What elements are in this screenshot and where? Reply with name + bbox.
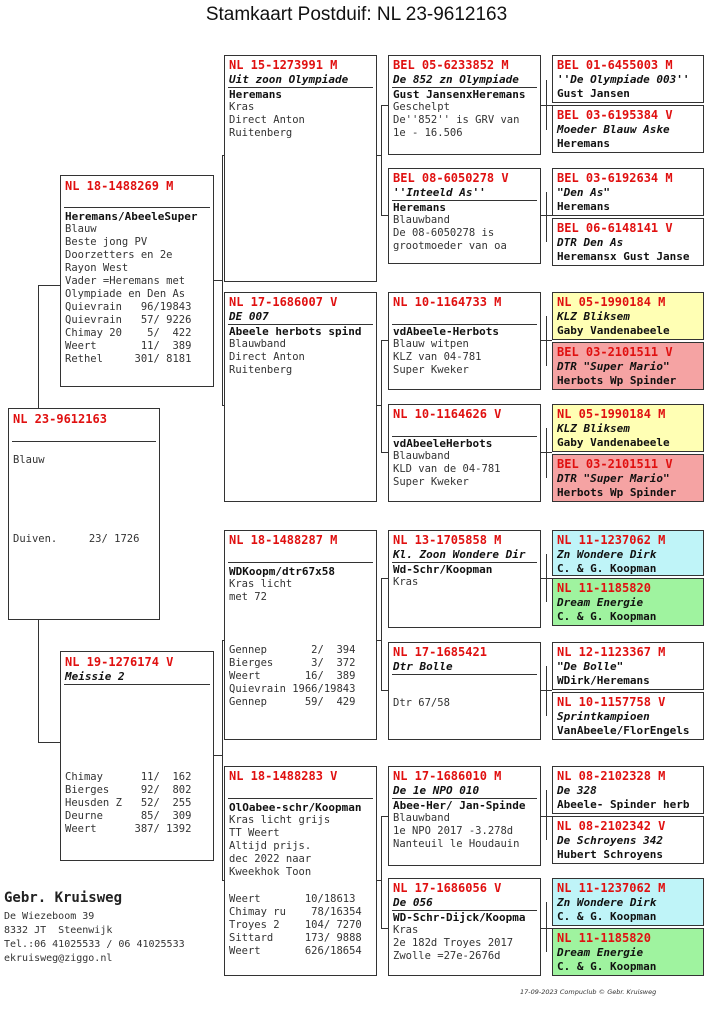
fmm-ring: NL 10-1164626 V <box>393 407 502 421</box>
fmm-lines <box>389 450 540 489</box>
detail-line: Olympiade en Den As <box>65 288 186 300</box>
detail-line: TT Weert <box>229 827 280 839</box>
connector-line <box>546 554 547 602</box>
great-grandparent-card <box>552 105 704 153</box>
detail-line: Direct Anton <box>229 351 305 363</box>
detail-line: Gennep 2/ 394 <box>229 644 356 656</box>
gg-name: Dream Energie <box>557 946 644 959</box>
great-grandparent-card <box>552 928 704 976</box>
detail-line: Super Kweker <box>393 476 469 488</box>
gg-ring: NL 11-1237062 M <box>557 533 666 547</box>
loft-email: ekruisweg@ziggo.nl <box>4 953 113 964</box>
great-grandparent-card <box>552 766 704 814</box>
connector-line <box>546 316 547 366</box>
subject-results: Duiven. 23/ 1726 <box>13 533 140 545</box>
mmf-card <box>388 766 541 866</box>
mm-card <box>224 766 377 976</box>
connector-line <box>381 105 382 215</box>
ffm-owner: Heremans <box>393 201 446 214</box>
gg-ring: NL 05-1990184 M <box>557 407 666 421</box>
fm-name: DE 007 <box>229 310 269 323</box>
connector-line <box>546 666 547 716</box>
loft-name: Gebr. Kruisweg <box>4 890 123 906</box>
mmf-name: De 1e NPO 010 <box>393 784 480 797</box>
subject-card <box>8 408 160 620</box>
father-owner: Heremans/AbeeleSuper <box>65 210 198 223</box>
fm-card <box>224 292 377 502</box>
connector-line <box>546 790 547 840</box>
detail-line: Vader =Heremans met <box>65 275 186 287</box>
gg-owner: Gaby Vandenabeele <box>557 324 670 337</box>
detail-line: 2e 182d Troyes 2017 <box>393 937 514 949</box>
mfm-name: Dtr Bolle <box>393 660 453 673</box>
detail-line: Direct Anton <box>229 114 305 126</box>
great-grandparent-card <box>552 578 704 626</box>
fff-ring: BEL 05-6233852 M <box>393 58 509 72</box>
detail-line: Altijd prijs. <box>229 840 312 852</box>
mmf-ring: NL 17-1686010 M <box>393 769 502 783</box>
detail-line: De''852'' is GRV van <box>393 114 520 126</box>
gg-owner: Heremans <box>557 200 610 213</box>
gg-ring: BEL 03-2101511 V <box>557 345 673 359</box>
detail-line: Blauw <box>65 223 97 235</box>
connector-line <box>222 155 223 405</box>
loft-info <box>4 890 185 966</box>
gg-ring: NL 11-1185820 <box>557 931 651 945</box>
father-ring: NL 18-1488269 M <box>65 179 174 193</box>
connector-line <box>222 640 223 880</box>
connector-line <box>38 285 39 408</box>
gg-owner: Hubert Schroyens <box>557 848 663 861</box>
connector-line <box>381 452 388 453</box>
mm-ring: NL 18-1488283 V <box>229 769 338 783</box>
detail-line: Rethel 301/ 8181 <box>65 353 192 365</box>
gg-name: De 328 <box>557 784 597 797</box>
gg-owner: Gaby Vandenabeele <box>557 436 670 449</box>
great-grandparent-card <box>552 168 704 216</box>
fff-lines <box>389 101 540 140</box>
mmm-lines <box>389 924 540 963</box>
detail-line: Rayon West <box>65 262 129 274</box>
mfm-lines <box>389 697 540 710</box>
detail-line: Weert 11/ 389 <box>65 340 192 352</box>
mother-ring: NL 19-1276174 V <box>65 655 174 669</box>
gg-owner: C. & G. Koopman <box>557 910 657 923</box>
great-grandparent-card <box>552 692 704 740</box>
detail-line: Chimay 20 5/ 422 <box>65 327 192 339</box>
great-grandparent-card <box>552 55 704 103</box>
gg-owner: Herbots Wp Spinder <box>557 374 677 387</box>
gg-name: DTR "Super Mario" <box>557 472 670 485</box>
mfm-ring: NL 17-1685421 <box>393 645 487 659</box>
gg-owner: VanAbeele/FlorEngels <box>557 724 690 737</box>
ff-name: Uit zoon Olympiade <box>229 73 349 86</box>
detail-line: 1e - 16.506 <box>393 127 463 139</box>
detail-line: Quievrain 57/ 9226 <box>65 314 192 326</box>
mm-lines <box>225 814 376 879</box>
loft-phone: Tel.:06 41025533 / 06 41025533 <box>4 939 185 950</box>
mm-results <box>225 893 376 958</box>
father-card <box>60 175 214 387</box>
detail-line: Nanteuil le Houdauin <box>393 838 520 850</box>
loft-street: De Wiezeboom 39 <box>4 911 95 922</box>
detail-line: Super Kweker <box>393 364 469 376</box>
gg-name: Sprintkampioen <box>557 710 650 723</box>
mother-lines <box>61 771 213 836</box>
ffm-lines <box>389 214 540 253</box>
connector-line <box>381 690 388 691</box>
detail-line: Beste jong PV <box>65 236 148 248</box>
gg-name: Dream Energie <box>557 596 644 609</box>
fff-name: De 852 zn Olympiade <box>393 73 519 86</box>
connector-line <box>381 578 382 690</box>
detail-line: Weert 626/18654 <box>229 945 362 957</box>
detail-line: Blauwband <box>393 450 450 462</box>
connector-line <box>38 285 60 286</box>
detail-line: Quievrain 96/19843 <box>65 301 192 313</box>
connector-line <box>381 105 388 106</box>
gg-name: KLZ Bliksem <box>557 422 630 435</box>
detail-line: met 72 <box>229 591 267 603</box>
connector-line <box>381 816 388 817</box>
mmf-lines <box>389 812 540 851</box>
detail-line: KLD van de 04-781 <box>393 463 501 475</box>
detail-line: Kras licht <box>229 578 293 590</box>
connector-line <box>546 428 547 478</box>
gg-name: DTR "Super Mario" <box>557 360 670 373</box>
fmf-ring: NL 10-1164733 M <box>393 295 502 309</box>
gg-name: Zn Wondere Dirk <box>557 896 657 909</box>
ffm-name: ''Inteeld As'' <box>393 186 486 199</box>
mother-name: Meissie 2 <box>65 670 125 683</box>
gg-ring: BEL 06-6148141 V <box>557 221 673 235</box>
mff-owner: Wd-Schr/Koopman <box>393 563 493 576</box>
fff-card <box>388 55 541 155</box>
gg-owner: Heremans <box>557 137 610 150</box>
detail-line: Heusden Z 52/ 255 <box>65 797 192 809</box>
detail-line: Kweekhok Toon <box>229 866 312 878</box>
great-grandparent-card <box>552 342 704 390</box>
great-grandparent-card <box>552 878 704 926</box>
connector-line <box>38 742 60 743</box>
mf-card <box>224 530 377 740</box>
great-grandparent-card <box>552 292 704 340</box>
mm-owner: OlOabee-schr/Koopman <box>229 801 362 814</box>
fff-owner: Gust JansenxHeremans <box>393 88 526 101</box>
detail-line: Bierges 3/ 372 <box>229 657 356 669</box>
loft-city: 8332 JT Steenwijk <box>4 925 113 936</box>
connector-line <box>546 80 547 130</box>
fm-ring: NL 17-1686007 V <box>229 295 338 309</box>
detail-line: Chimay ru 78/16354 <box>229 906 362 918</box>
detail-line: Kras <box>229 101 255 113</box>
detail-line: Dtr 67/58 <box>393 697 450 709</box>
gg-ring: BEL 03-6192634 M <box>557 171 673 185</box>
fmm-owner: vdAbeeleHerbots <box>393 437 493 450</box>
detail-line: Blauwband <box>393 812 450 824</box>
connector-line <box>381 928 388 929</box>
great-grandparent-card <box>552 530 704 576</box>
detail-line: Kras <box>393 576 419 588</box>
detail-line: 1e NPO 2017 -3.278d <box>393 825 514 837</box>
gg-name: KLZ Bliksem <box>557 310 630 323</box>
mmm-ring: NL 17-1686056 V <box>393 881 502 895</box>
connector-line <box>381 578 388 579</box>
connector-line <box>381 816 382 928</box>
father-lines <box>61 223 213 366</box>
ffm-ring: BEL 08-6050278 V <box>393 171 509 185</box>
mff-name: Kl. Zoon Wondere Dir <box>393 548 526 561</box>
mff-ring: NL 13-1705858 M <box>393 533 502 547</box>
fm-lines <box>225 338 376 377</box>
connector-line <box>381 340 388 341</box>
gg-ring: NL 11-1237062 M <box>557 881 666 895</box>
great-grandparent-card <box>552 218 704 266</box>
ffm-card <box>388 168 541 264</box>
mmm-owner: WD-Schr-Dijck/Koopma <box>393 911 526 924</box>
detail-line: Geschelpt <box>393 101 450 113</box>
detail-line: Weert 16/ 389 <box>229 670 356 682</box>
gg-owner: C. & G. Koopman <box>557 562 657 575</box>
great-grandparent-card <box>552 816 704 864</box>
print-stamp: 17-09-2023 Compuclub © Gebr. Kruisweg <box>520 988 657 996</box>
mother-card <box>60 651 214 861</box>
gg-owner: Herbots Wp Spinder <box>557 486 677 499</box>
mmf-owner: Abee-Her/ Jan-Spinde <box>393 799 526 812</box>
subject-color: Blauw <box>13 454 45 466</box>
detail-line: Deurne 85/ 309 <box>65 810 192 822</box>
gg-ring: BEL 01-6455003 M <box>557 58 673 72</box>
detail-line: Weert 387/ 1392 <box>65 823 192 835</box>
gg-owner: WDirk/Heremans <box>557 674 650 687</box>
ff-owner: Heremans <box>229 88 282 101</box>
mmm-card <box>388 878 541 976</box>
mf-results <box>225 644 376 709</box>
mf-owner: WDKoopm/dtr67x58 <box>229 565 335 578</box>
mf-ring: NL 18-1488287 M <box>229 533 338 547</box>
detail-line: Sittard 173/ 9888 <box>229 932 362 944</box>
gg-ring: BEL 03-2101511 V <box>557 457 673 471</box>
detail-line: grootmoeder van oa <box>393 240 507 252</box>
detail-line: Ruitenberg <box>229 127 293 139</box>
gg-name: "Den As" <box>557 186 610 199</box>
gg-name: Zn Wondere Dirk <box>557 548 657 561</box>
connector-line <box>214 280 222 281</box>
detail-line: Weert 10/18613 <box>229 893 356 905</box>
detail-line: Blauwband <box>229 338 286 350</box>
gg-name: ''De Olympiade 003'' <box>557 73 690 86</box>
connector-line <box>38 620 39 742</box>
detail-line: Ruitenberg <box>229 364 293 376</box>
mmm-name: De 056 <box>393 896 433 909</box>
detail-line: Gennep 59/ 429 <box>229 696 356 708</box>
gg-owner: C. & G. Koopman <box>557 960 657 973</box>
gg-ring: NL 10-1157758 V <box>557 695 666 709</box>
connector-line <box>214 755 222 756</box>
gg-owner: C. & G. Koopman <box>557 610 657 623</box>
gg-ring: NL 12-1123367 M <box>557 645 666 659</box>
great-grandparent-card <box>552 642 704 690</box>
great-grandparent-card <box>552 404 704 452</box>
ff-card <box>224 55 377 282</box>
subject-ring: NL 23-9612163 <box>13 412 107 426</box>
detail-line: KLZ van 04-781 <box>393 351 482 363</box>
detail-line: Zwolle =27e-2676d <box>393 950 501 962</box>
gg-name: "De Bolle" <box>557 660 624 673</box>
connector-line <box>546 192 547 242</box>
fmm-card <box>388 404 541 502</box>
ff-lines <box>225 101 376 140</box>
detail-line: Bierges 92/ 802 <box>65 784 192 796</box>
fmf-owner: vdAbeele-Herbots <box>393 325 499 338</box>
gg-ring: BEL 03-6195384 V <box>557 108 673 122</box>
gg-owner: Heremansx Gust Janse <box>557 250 690 263</box>
detail-line: Troyes 2 104/ 7270 <box>229 919 362 931</box>
detail-line: Quievrain 1966/19843 <box>229 683 356 695</box>
gg-name: De Schroyens 342 <box>557 834 663 847</box>
fmf-lines <box>389 338 540 377</box>
great-grandparent-card <box>552 454 704 502</box>
detail-line: Chimay 11/ 162 <box>65 771 192 783</box>
gg-ring: NL 11-1185820 <box>557 581 651 595</box>
gg-ring: NL 08-2102328 M <box>557 769 666 783</box>
ff-ring: NL 15-1273991 M <box>229 58 338 72</box>
gg-name: DTR Den As <box>557 236 624 249</box>
page-title: Stamkaart Postduif: NL 23-9612163 <box>205 4 508 25</box>
mff-card <box>388 530 541 628</box>
mfm-card <box>388 642 541 740</box>
detail-line: dec 2022 naar <box>229 853 312 865</box>
fm-owner: Abeele herbots spind <box>229 325 362 338</box>
detail-line: Kras licht grijs <box>229 814 331 826</box>
detail-line: Doorzetters en 2e <box>65 249 173 261</box>
gg-ring: NL 08-2102342 V <box>557 819 666 833</box>
connector-line <box>546 902 547 952</box>
detail-line: De 08-6050278 is <box>393 227 495 239</box>
gg-owner: Gust Jansen <box>557 87 630 100</box>
gg-name: Moeder Blauw Aske <box>557 123 670 136</box>
mf-lines <box>225 578 376 604</box>
gg-owner: Abeele- Spinder herb <box>557 798 690 811</box>
detail-line: Blauw witpen <box>393 338 469 350</box>
mff-lines <box>389 576 540 589</box>
detail-line: Blauwband <box>393 214 450 226</box>
fmf-card <box>388 292 541 390</box>
detail-line: Kras <box>393 924 419 936</box>
connector-line <box>381 340 382 452</box>
gg-ring: NL 05-1990184 M <box>557 295 666 309</box>
connector-line <box>381 215 388 216</box>
